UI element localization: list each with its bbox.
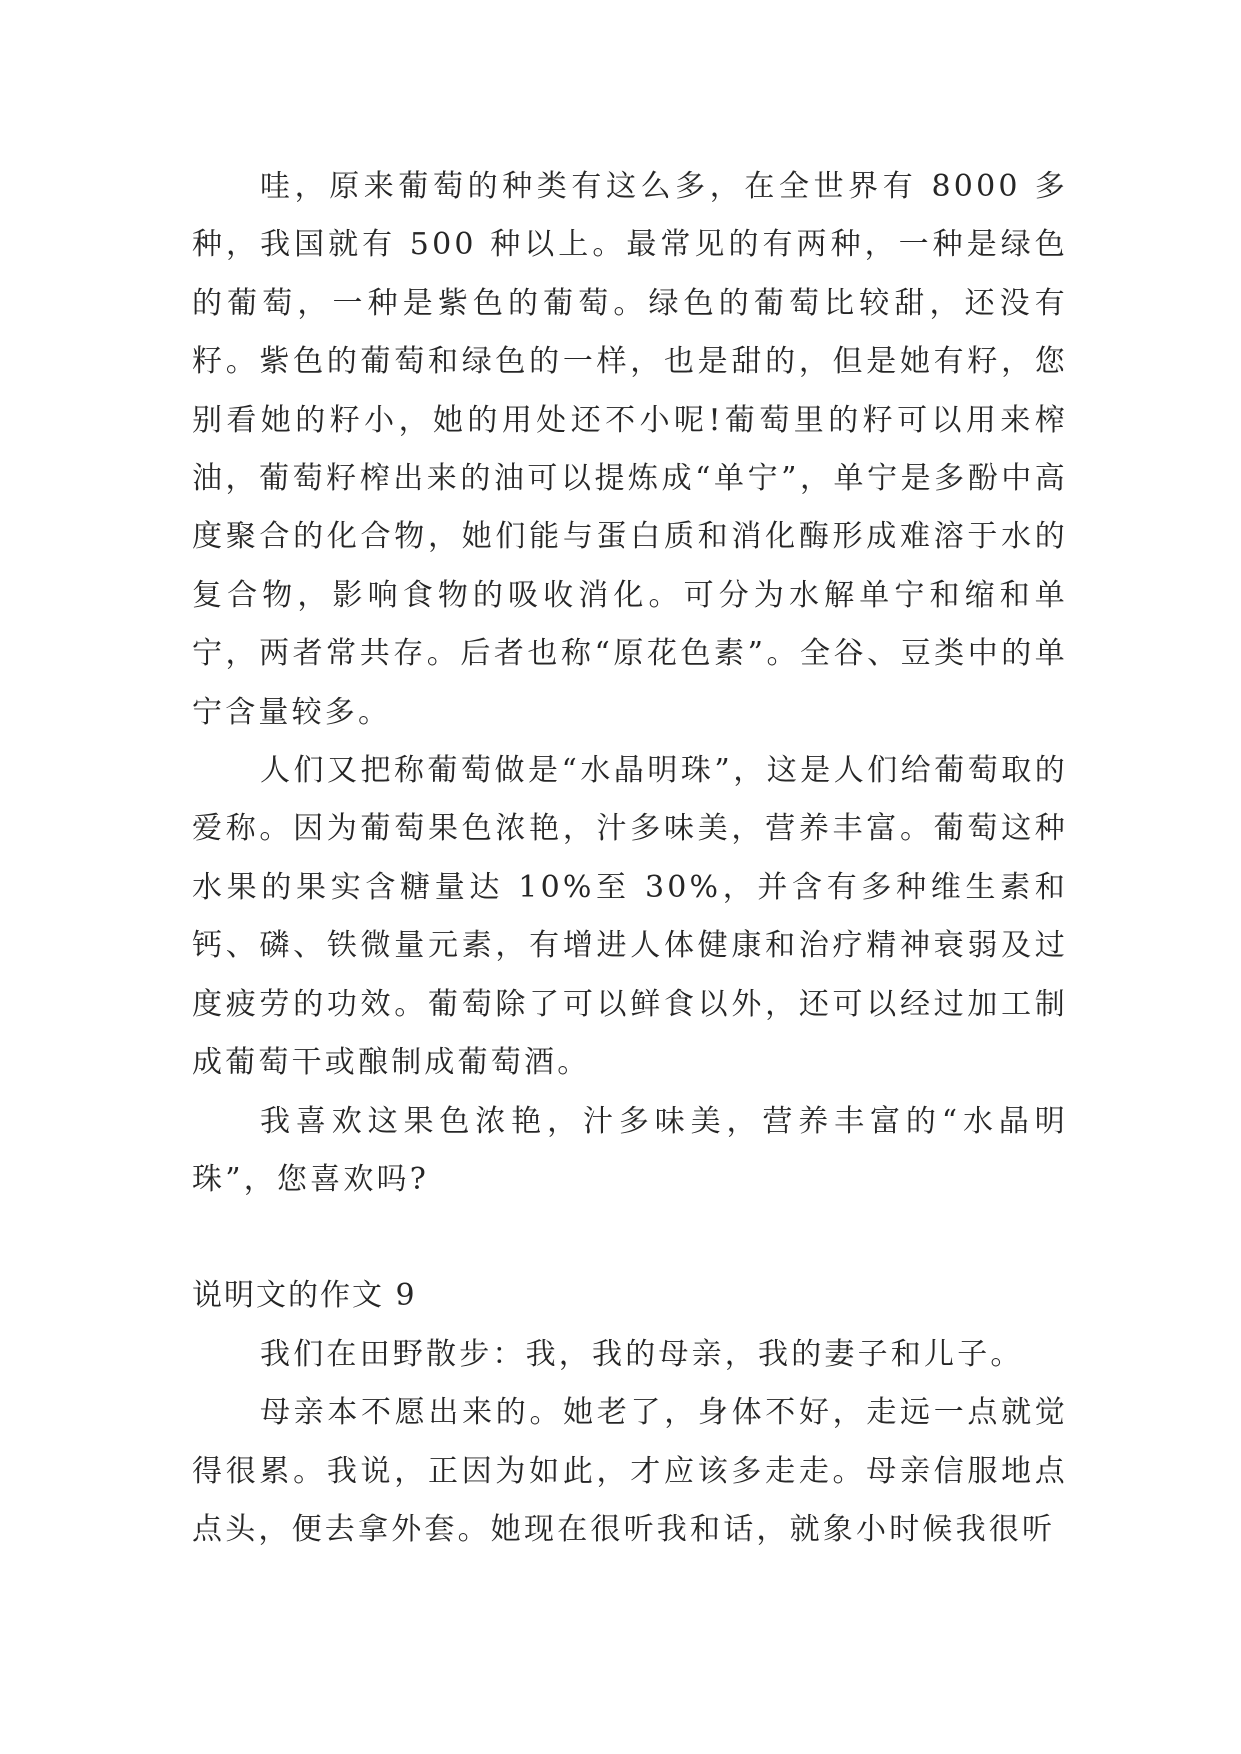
paragraph-field-walk: 我们在田野散步：我，我的母亲，我的妻子和儿子。 [260, 1336, 1024, 1372]
section-heading: 说明文的作文 9 [192, 1278, 417, 1314]
document-body [192, 158, 1068, 1559]
paragraph-mother: 母亲本不愿出来的。她老了，身体不好，走远一点就觉得很累。我说，正因为如此，才应该多走走。母亲信服地点点头，便去拿外套。她现在很听我和话，就象小时候我很听 [192, 1395, 1068, 1547]
paragraph-grape-varieties: 哇，原来葡萄的种类有这么多，在全世界有 8000 多种，我国就有 500 种以上。最常见的有两种，一种是绿色的葡萄，一种是紫色的葡萄。绿色的葡萄比较甜，还没有籽。紫色的葡萄和绿色的一样，也是甜的，但是她有籽，您别看她的籽小，她的用处还不小呢!葡萄里的籽可以用来榨油，葡萄籽榨出来的油可以提炼成“单宁”，单宁是多酚中高度聚合的化合物，她们能与蛋白质和消化酶形成难溶于水的复合物，影响食物的吸收消化。可分为水解单宁和缩和单宁，两者常共存。后者也称“原花色素”。全谷、豆类中的单宁含量较多。 [192, 169, 1068, 730]
paragraph-crystal-pearl: 人们又把称葡萄做是“水晶明珠”，这是人们给葡萄取的爱称。因为葡萄果色浓艳，汁多味美，营养丰富。葡萄这种水果的果实含糖量达 10%至 30%，并含有多种维生素和钙、磷、铁微量元素，有增进人体健康和治疗精神衰弱及过度疲劳的功效。葡萄除了可以鲜食以外，还可以经过加工制成葡萄干或酿制成葡萄酒。 [192, 753, 1068, 1081]
paragraph-closing-question: 我喜欢这果色浓艳，汁多味美，营养丰富的“水晶明珠”，您喜欢吗? [192, 1103, 1068, 1197]
